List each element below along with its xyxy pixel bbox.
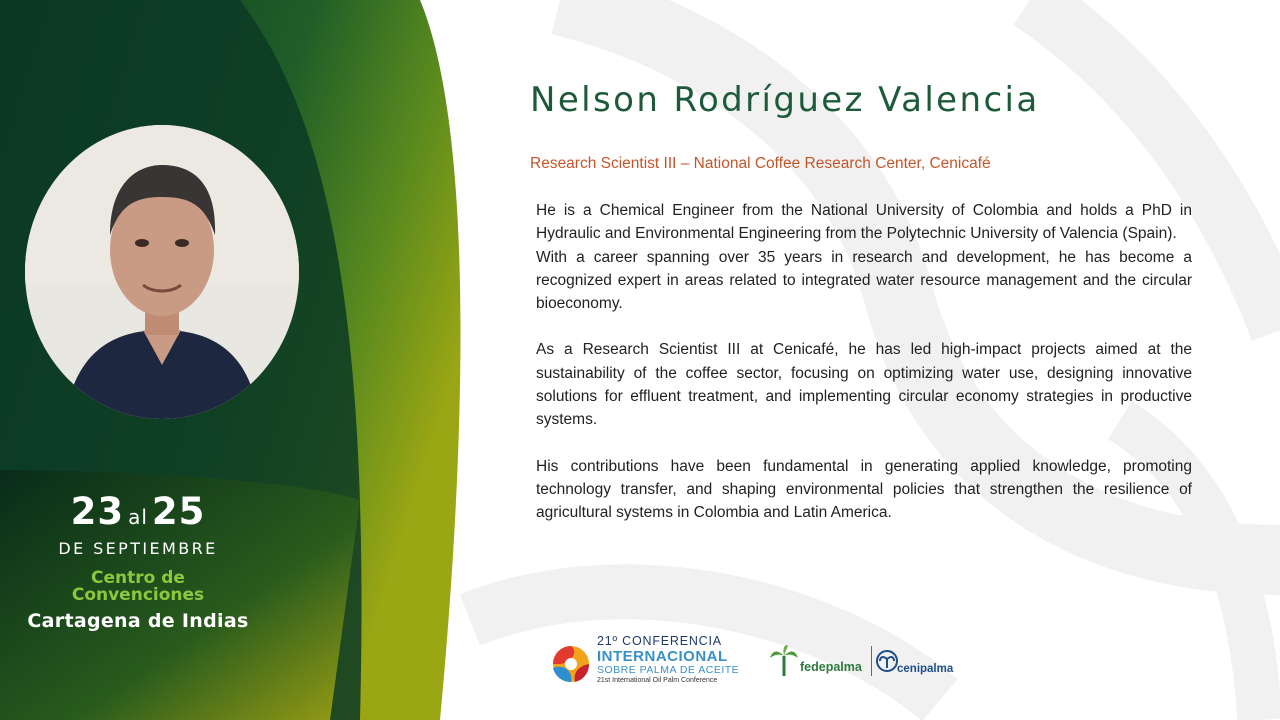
date-end: 25 [151,490,206,533]
bio-paragraph-1: He is a Chemical Engineer from the National University of Colombia and holds a PhD in Hydraulic and Environmental Engineering from the Polytechnic University of Valencia (Spain). [536,202,1192,243]
fedepalma-label: fedepalma [800,660,862,674]
event-date-block [0,490,276,632]
portrait-illustration [25,125,299,419]
event-month: DE SEPTIEMBRE [58,539,218,558]
palm-tree-icon [770,644,798,676]
event-dates [0,490,276,539]
conference-line-2: INTERNACIONAL [597,647,728,665]
conference-line-3: SOBRE PALMA DE ACEITE [597,663,740,676]
conference-swirl-icon [549,642,593,686]
conference-line-4: 21st International Oil Palm Conference [597,677,718,684]
cenipalma-label: cenipalma [897,663,954,675]
venue-name [0,570,276,604]
conference-text [597,635,739,684]
speaker-photo [25,125,299,419]
bio-paragraph-2: With a career spanning over 35 years in research and development, he has become a recognized expert in areas related to integrated water resource management and the circular bioeconomy. [536,248,1192,313]
conference-line-1: 21º CONFERENCIA [597,634,722,648]
sponsor-logos [770,644,954,680]
date-start: 23 [70,490,125,533]
conference-logo [549,634,749,690]
palm-circle-icon [876,650,898,672]
date-connector: al [128,505,148,529]
venue-line-1: Centro de [91,568,185,588]
speaker-role: Research Scientist III – National Coffee Research Center, Cenicafé [530,155,991,172]
bio-paragraph-3: As a Research Scientist III at Cenicafé, he has led high-impact projects aimed at the sustainability of the coffee sector, focusing on optimizing water use, designing innovative solutions for effluent treatment, and implementing circular economy strategies in productive systems. [536,341,1192,429]
venue-line-2: Convenciones [71,585,205,605]
venue-city: Cartagena de Indias [27,610,249,632]
logo-divider [871,646,872,676]
bio-paragraph-4: His contributions have been fundamental in generating applied knowledge, promoting technology transfer, and shaping environmental policies that strengthen the resilience of agricultural systems in Colombia and Latin America. [536,457,1192,522]
speaker-bio [536,199,1192,525]
speaker-name: Nelson Rodríguez Valencia [530,80,1040,120]
